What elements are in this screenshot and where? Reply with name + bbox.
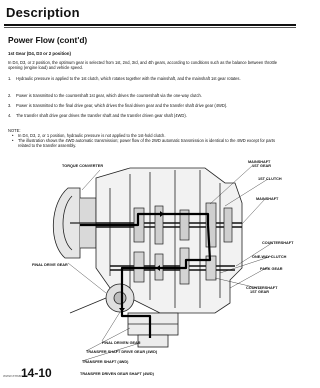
step-text: The transfer shaft drive gear drives the transfer shaft and the transfer driven gear shaft (4WD). xyxy=(16,113,187,118)
step-number: 3. xyxy=(8,103,12,108)
intro-paragraph: In D4, D3, or 2 position, the optimum gear is selected from 1st, 2nd, 3rd, and 4th gears, according to conditions such as the balance between throttle opening (engine load) and vehicle speed. xyxy=(8,60,277,71)
page-number: 14-10 xyxy=(21,366,52,380)
step-item xyxy=(8,103,290,108)
step-text: Hydraulic pressure is applied to the 1st clutch, which rotates together with the mainshaft, and the mainshaft 1st gear rotates. xyxy=(16,76,241,81)
note-item xyxy=(12,138,282,148)
label-mainshaft-1st-gear-b: 1ST GEAR xyxy=(252,164,271,168)
bullet-icon: • xyxy=(12,133,14,138)
label-one-way-clutch: ONE-WAY CLUTCH xyxy=(252,255,287,259)
label-transfer-driven-gear-shaft: TRANSFER DRIVEN GEAR SHAFT (4WD) xyxy=(80,372,154,376)
label-1st-clutch: 1ST CLUTCH xyxy=(258,177,282,181)
label-torque-converter: TORQUE CONVERTER xyxy=(62,164,104,168)
label-countershaft: COUNTERSHAFT xyxy=(262,241,294,245)
step-item xyxy=(8,76,290,81)
label-mainshaft: MAINSHAFT xyxy=(256,197,279,201)
label-final-driven-gear: FINAL DRIVEN GEAR xyxy=(102,341,141,345)
gear-position-line: 1st Gear (D4, D3 or 2 position) xyxy=(8,51,71,56)
step-text: Power is transmitted to the countershaft 1st gear, which drives the countershaft via the one-way clutch. xyxy=(16,93,202,98)
label-countershaft-1st-gear-a: COUNTERSHAFT xyxy=(246,286,278,290)
header-rule-thin xyxy=(4,27,296,28)
label-final-drive-gear-left: FINAL DRIVE GEAR xyxy=(32,263,68,267)
note-text: The illustration shows the 4WD automatic transmission; power flow of the 2WD automatic transmission is identical to the 4WD except for parts related to the transfer assembly. xyxy=(18,138,276,149)
step-item xyxy=(8,113,290,118)
step-number: 2. xyxy=(8,93,12,98)
label-mainshaft-1st-gear-a: MAINSHAFT xyxy=(248,160,271,164)
section-title: Power Flow (cont'd) xyxy=(8,35,88,45)
note-text: In D4, D3, 2, or 1 position, hydraulic pressure is not applied to the 1st-hold clutch. xyxy=(18,133,166,138)
page-title: Description xyxy=(6,5,80,20)
label-park-gear: PARK GEAR xyxy=(260,267,283,271)
label-countershaft-1st-gear-b: 1ST GEAR xyxy=(250,290,269,294)
step-number: 4. xyxy=(8,113,12,118)
header-rule xyxy=(4,24,296,26)
label-transfer-shaft: TRANSFER SHAFT (4WD) xyxy=(82,360,129,364)
step-item xyxy=(8,93,290,98)
watermark-text: www.emanual xyxy=(3,373,28,378)
step-text: Power is transmitted to the final drive gear, which drives the final driven gear and the transfer shaft drive gear (4WD). xyxy=(16,103,228,108)
label-transfer-shaft-drive-gear: TRANSFER SHAFT DRIVE GEAR (4WD) xyxy=(86,350,158,354)
step-number: 1. xyxy=(8,76,12,81)
note-heading: NOTE: xyxy=(8,128,21,133)
bullet-icon: • xyxy=(12,138,14,143)
